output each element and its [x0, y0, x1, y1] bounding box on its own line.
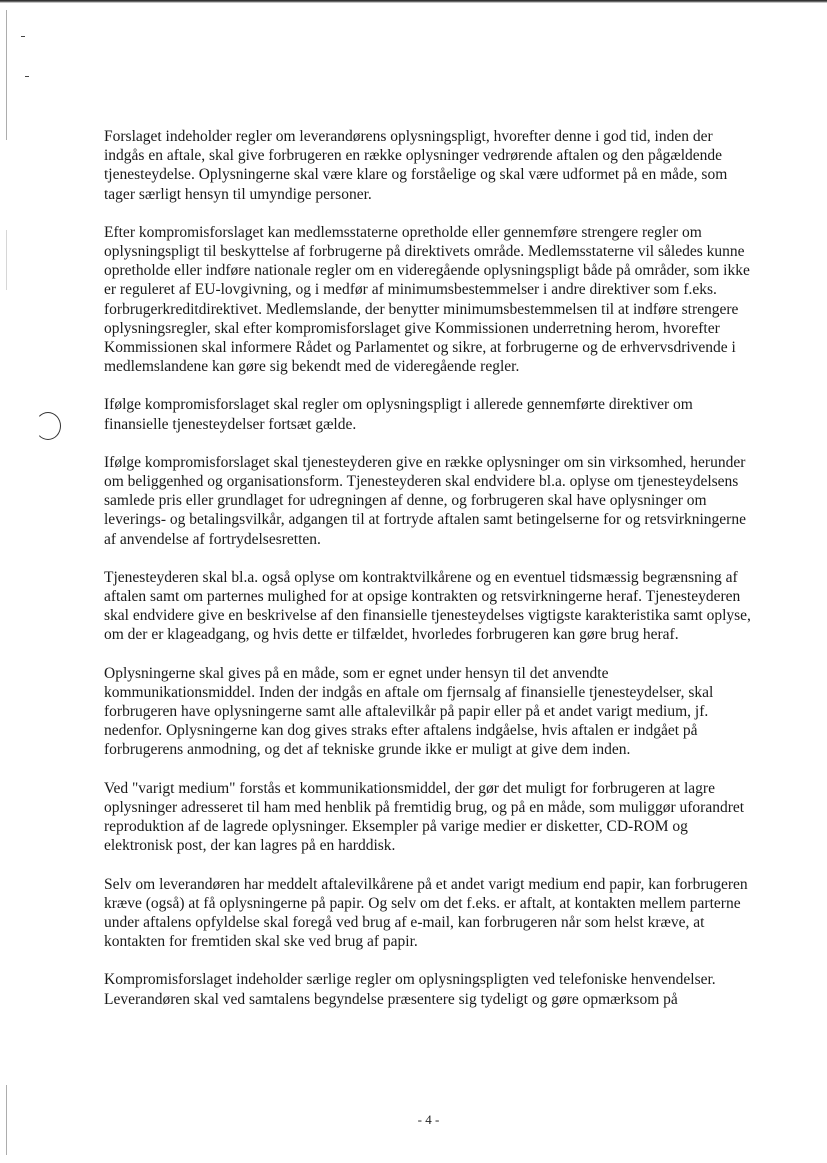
- paragraph: Forslaget indeholder regler om leverandørens oplysningspligt, hvorefter denne i god tid, inden der indgås en aftale, skal give forbrugeren en række oplysninger vedrørende aftalen og den pågældende tjenesteydelse. Oplysningerne skal være klare og forståelige og skal være udformet på en måde, som tager særligt hensyn til umyndige personer.: [104, 128, 728, 203]
- scan-edge-left: [6, 230, 7, 290]
- scan-speck: [21, 36, 25, 37]
- paragraph: Tjenesteyderen skal bl.a. også oplyse om kontraktvilkårene og en eventuel tidsmæssig begrænsning af aftalen samt om parternes mulighed for at opsige kontrakten og retsvirkningerne heraf. Tjenesteyderen skal endvidere give en beskrivelse af den finansielle tjenesteydelses vigtigste karakteristika samt oplyse, om der er klageadgang, og hvis dette er tilfældet, hvorledes forbrugeren kan gøre brug heraf.: [104, 568, 751, 644]
- paragraph: Ifølge kompromisforslaget skal tjenesteyderen give en række oplysninger om sin virksomhed, herunder om beliggenhed og organisationsform. Tjenesteyderen skal endvidere bl.a. oplyse om tjenesteydelsens samlede pris eller grundlaget for udregningen af denne, og forbrugeren skal have oplysninger om leverings- og betalingsvilkår, adgangen til at fortryde aftalen samt betingelserne for og retsvirkningerne af anvendelse af fortrydelsesretten.: [104, 453, 746, 548]
- paragraph: Ved "varigt medium" forstås et kommunikationsmiddel, der gør det muligt for forbrugeren at lagre oplysninger adresseret til ham med henblik på fremtidig brug, og på en måde, som muliggør uforandret reproduktion af de lagrede oplysninger. Eksempler på varige medier er disketter, CD-ROM og elektronisk post, der kan lagres på en harddisk.: [104, 779, 745, 855]
- paragraph: Efter kompromisforslaget kan medlemsstaterne opretholde eller gennemføre strengere regler om oplysningspligt til beskyttelse af forbrugerne på direktivets område. Medlemsstaterne vil således kunne opretholde eller indføre nationale regler om en videregående oplysningspligt både på områder, som ikke er reguleret af EU-lovgivning, og i medfør af minimumsbestemmelser i andre direktiver som f.eks. forbrugerkreditdirektivet. Medlemslande, der benytter minimumsbestemmelsen til at indføre strengere oplysningsregler, skal efter kompromisforslaget give Kommissionen underretning herom, hvorefter Kommissionen skal informere Rådet og Parlamentet og sikre, at forbrugerne og de erhvervsdrivende i medlemslandene kan gøre sig bekendt med de videregående regler.: [104, 223, 750, 376]
- paragraph: Ifølge kompromisforslaget skal regler om oplysningspligt i allerede gennemførte direktiver om finansielle tjenesteydelser fortsæt gælde.: [104, 396, 693, 433]
- page-number: - 4 -: [417, 1112, 440, 1127]
- document-body: [104, 127, 754, 1028]
- scan-edge-top: [0, 0, 827, 3]
- scan-speck: [25, 76, 29, 77]
- paragraph: Oplysningerne skal gives på en måde, som er egnet under hensyn til det anvendte kommunikationsmiddel. Inden der indgås en aftale om fjernsalg af finansielle tjenesteydelser, skal forbrugeren have oplysningerne samt alle aftalevilkår på papir eller på et andet varigt medium, jf. nedenfor. Oplysningerne kan dog gives straks efter aftalens indgåelse, hvis aftalen er indgået på forbrugerens anmodning, og det af tekniske grunde ikke er muligt at give dem inden.: [104, 664, 714, 759]
- punch-hole-mark: [35, 412, 61, 440]
- paragraph: Selv om leverandøren har meddelt aftalevilkårene på et andet varigt medium end papir, kan forbrugeren kræve (også) at få oplysningerne på papir. Og selv om det f.eks. er aftalt, at kontakten mellem parterne under aftalens opfyldelse skal foregå ved brug af e-mail, kan forbrugeren når som helst kræve, at kontakten for fremtiden skal ske ved brug af papir.: [104, 875, 748, 951]
- scan-edge-left: [6, 10, 7, 140]
- paragraph: Kompromisforslaget indeholder særlige regler om oplysningspligten ved telefoniske henvendelser. Leverandøren skal ved samtalens begyndelse præsentere sig tydeligt og gøre opmærksom på: [104, 971, 716, 1008]
